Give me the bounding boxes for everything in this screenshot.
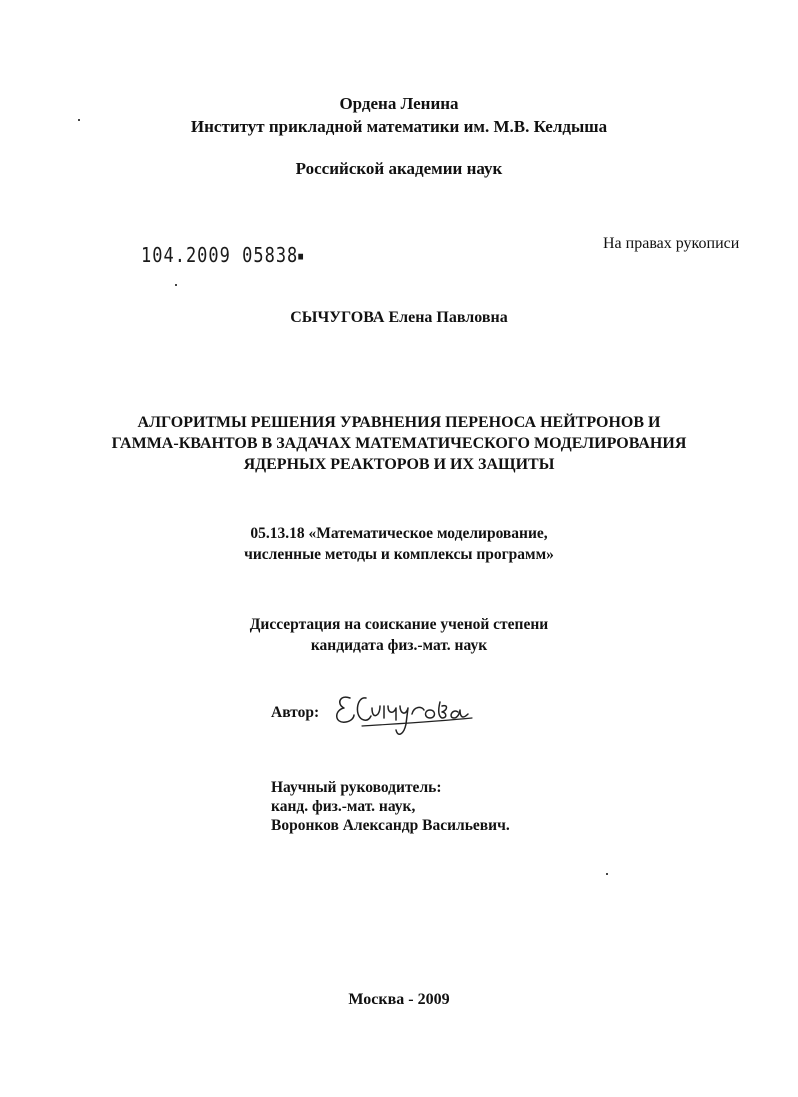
manuscript-rights: На правах рукописи [603, 235, 740, 252]
supervisor-label: Научный руководитель: [271, 779, 442, 796]
title-line-1: АЛГОРИТМЫ РЕШЕНИЯ УРАВНЕНИЯ ПЕРЕНОСА НЕЙТРОНОВ И [137, 414, 661, 431]
degree-block [0, 614, 798, 656]
scan-speck [78, 119, 80, 121]
order-line: Ордена Ленина [339, 94, 459, 113]
city-year: Москва - 2009 [348, 991, 450, 1008]
scan-speck [606, 873, 608, 875]
title-line-3: ЯДЕРНЫХ РЕАКТОРОВ И ИХ ЗАЩИТЫ [243, 456, 555, 473]
title-line-2: ГАММА-КВАНТОВ В ЗАДАЧАХ МАТЕМАТИЧЕСКОГО МОДЕЛИРОВАНИЯ [111, 435, 687, 452]
registration-stamp [141, 244, 304, 268]
supervisor-block [271, 778, 510, 835]
specialty-line-2: численные методы и комплексы программ» [244, 546, 554, 563]
dissertation-title [0, 412, 798, 475]
author-signature [332, 684, 482, 742]
supervisor-degree: канд. физ.-мат. наук, [271, 798, 416, 815]
degree-line-1: Диссертация на соискание ученой степени [249, 616, 549, 633]
author-name: СЫЧУГОВА Елена Павловна [290, 309, 508, 326]
specialty-line-1: 05.13.18 «Математическое моделирование, [250, 525, 548, 542]
stamp-mark-icon: ■ [298, 250, 305, 262]
stamp-code: 104.2009 05838 [141, 244, 299, 268]
academy-line: Российской академии наук [295, 159, 503, 178]
author-label: Автор: [271, 704, 320, 721]
institute-line: Институт прикладной математики им. М.В. Келдыша [190, 117, 608, 136]
degree-line-2: кандидата физ.-мат. наук [310, 637, 488, 654]
supervisor-name: Воронков Александр Васильевич. [271, 817, 510, 834]
scan-speck [175, 284, 177, 286]
specialty-block [0, 523, 798, 565]
